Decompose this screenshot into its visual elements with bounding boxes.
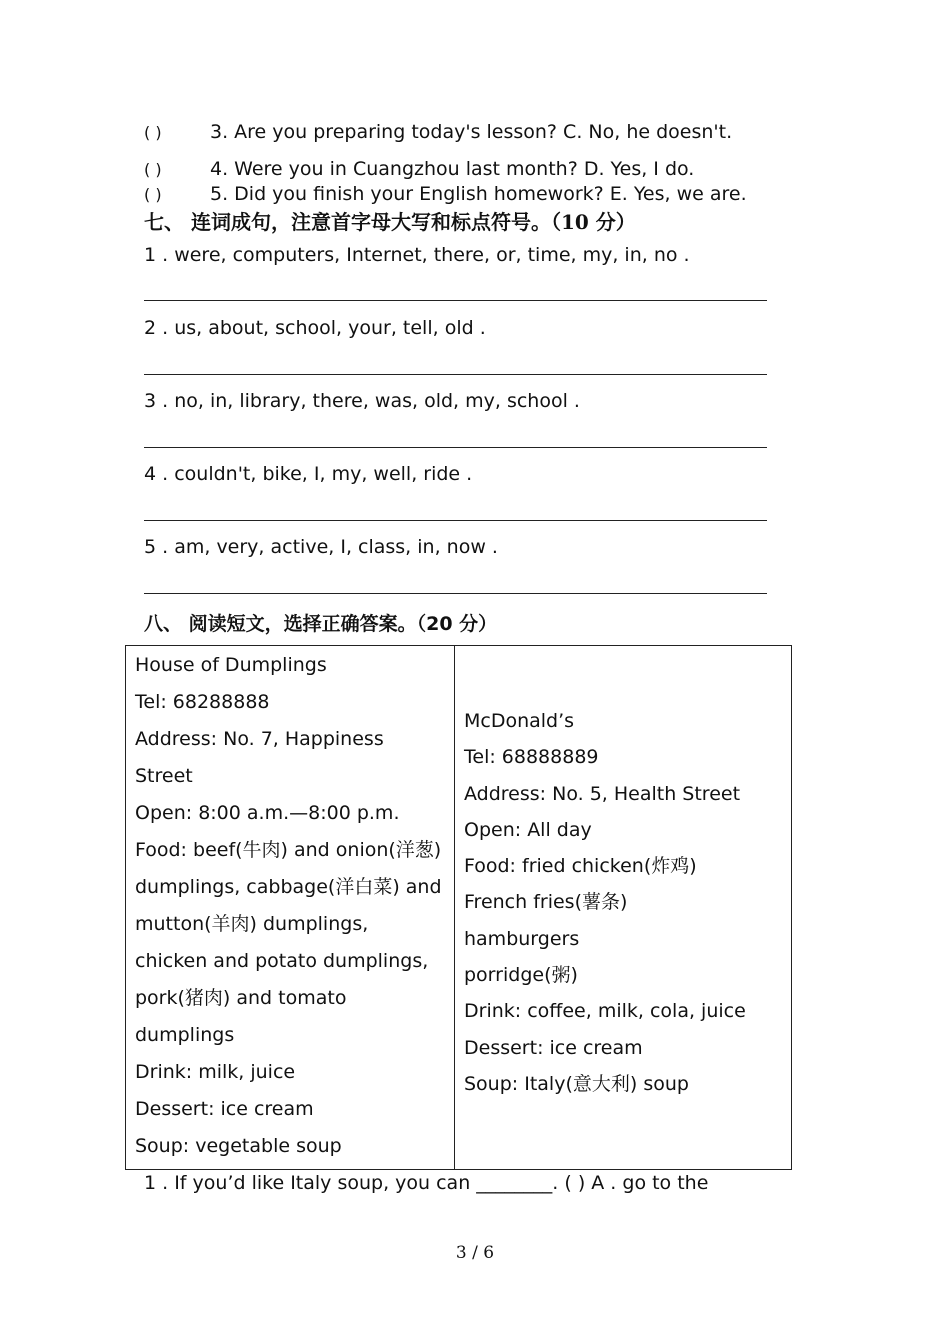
sentence-item-3: 3 . no, in, library, there, was, old, my, school . [144, 390, 580, 412]
cell-line: porridge(粥) [464, 964, 578, 987]
section-7-title: 七、 连词成句，注意首字母大写和标点符号。（10 分） [144, 210, 636, 234]
page-number: 3 / 6 [455, 1243, 495, 1263]
cell-line: Food: beef(牛肉) and onion(洋葱) [135, 839, 442, 861]
answer-line-2[interactable] [144, 374, 767, 375]
sentence-item-1: 1 . were, computers, Internet, there, or, time, my, in, no . [144, 244, 690, 266]
cell-line: Address: No. 5, Health Street [464, 782, 741, 805]
cell-line: McDonald’s [464, 710, 575, 732]
cell-line: dumplings, cabbage(洋白菜) and [135, 876, 442, 898]
cell-line: Drink: coffee, milk, cola, juice [464, 1000, 746, 1023]
house-of-dumplings-cell [135, 647, 442, 1165]
section-8-title: 八、 阅读短文，选择正确答案。（20 分） [144, 613, 498, 635]
matching-text: 5. Did you finish your English homework? E. Yes, we are. [210, 183, 747, 205]
cell-line: Drink: milk, juice [135, 1061, 296, 1083]
sentence-item-4: 4 . couldn't, bike, I, my, well, ride . [144, 463, 473, 485]
matching-text: 3. Are you preparing today's lesson? C. No, he doesn't. [210, 121, 733, 143]
answer-paren[interactable]: ( ) [144, 185, 162, 204]
table-divider [454, 646, 455, 1169]
matching-item-5 [144, 183, 747, 205]
cell-line: pork(猪肉) and tomato [135, 987, 347, 1009]
answer-paren[interactable]: ( ) [144, 123, 162, 142]
cell-line: hamburgers [464, 927, 580, 950]
matching-item-3 [144, 121, 732, 143]
cell-line: French fries(薯条) [464, 891, 628, 914]
cell-line: Soup: vegetable soup [135, 1135, 342, 1157]
matching-text: 4. Were you in Cuangzhou last month? D. Yes, I do. [210, 158, 695, 180]
cell-line: mutton(羊肉) dumplings, [135, 913, 369, 935]
cell-line: Address: No. 7, Happiness [135, 728, 384, 750]
cell-line: House of Dumplings [135, 654, 327, 676]
menu-table [125, 645, 792, 1170]
sentence-item-5: 5 . am, very, active, I, class, in, now . [144, 536, 498, 558]
reading-question-1: 1 . If you’d like Italy soup, you can ________. ( ) A . go to the [144, 1172, 709, 1194]
cell-line: Dessert: ice cream [135, 1098, 314, 1120]
answer-line-4[interactable] [144, 520, 767, 521]
mcdonalds-cell [464, 703, 746, 1102]
cell-line: Dessert: ice cream [464, 1036, 643, 1059]
cell-line: Tel: 68288888 [135, 691, 270, 713]
cell-line: Food: fried chicken(炸鸡) [464, 855, 697, 878]
sentence-item-2: 2 . us, about, school, your, tell, old . [144, 317, 486, 339]
cell-line: Soup: Italy(意大利) soup [464, 1072, 689, 1095]
cell-line: Tel: 68888889 [464, 746, 599, 769]
answer-paren[interactable]: ( ) [144, 160, 162, 179]
cell-line: dumplings [135, 1024, 235, 1046]
answer-line-3[interactable] [144, 447, 767, 448]
cell-line: Open: All day [464, 818, 592, 841]
cell-line: Street [135, 765, 193, 787]
matching-item-4 [144, 158, 694, 180]
answer-line-5[interactable] [144, 593, 767, 594]
cell-line: chicken and potato dumplings, [135, 950, 429, 972]
answer-line-1[interactable] [144, 300, 767, 301]
cell-line: Open: 8:00 a.m.—8:00 p.m. [135, 802, 400, 824]
